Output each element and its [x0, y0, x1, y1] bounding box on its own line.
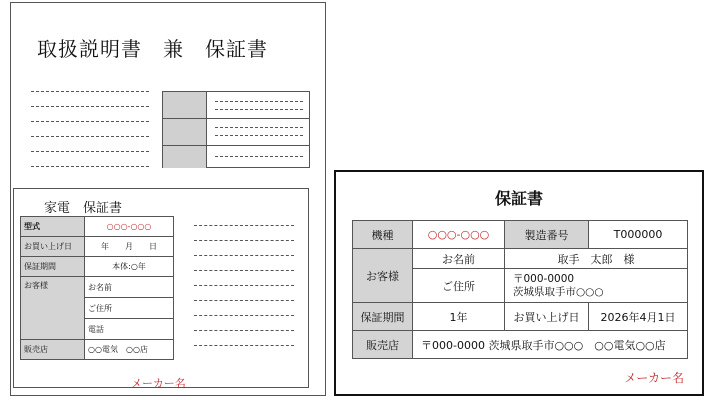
address-line: 茨城県取手市○○○ [513, 285, 604, 298]
warranty-period-value: 1年 [413, 303, 505, 331]
model-label: 機種 [353, 221, 413, 249]
address-label: ご住所 [85, 298, 174, 319]
name-value: 取手 太郎 様 [505, 249, 688, 269]
text-placeholder-lines [31, 91, 149, 181]
text-placeholder-lines [194, 225, 294, 360]
shop-value: ○○電気 ○○店 [85, 340, 174, 360]
shop-value: 〒000-0000 茨城県取手市○○○ ○○電気○○店 [413, 331, 688, 359]
customer-label: お客様 [21, 277, 85, 340]
address-label: ご住所 [413, 269, 505, 303]
address-zip: 〒000-0000 [513, 272, 575, 285]
serial-value: T000000 [589, 221, 688, 249]
model-value: ○○○-○○○ [85, 217, 174, 237]
purchase-date-label: お買い上げ日 [505, 303, 589, 331]
shop-label: 販売店 [353, 331, 413, 359]
purchase-date-label: お買い上げ日 [21, 237, 85, 257]
name-label: お名前 [85, 277, 174, 298]
card-title: 家電 保証書 [44, 201, 123, 216]
manual-warranty-document [10, 2, 326, 396]
warranty-title: 保証書 [494, 189, 543, 208]
name-label: お名前 [413, 249, 505, 269]
model-label: 型式 [21, 217, 85, 237]
maker-name: メーカー名 [624, 371, 684, 385]
spec-table-placeholder [162, 91, 310, 168]
warranty-period-label: 保証期間 [353, 303, 413, 331]
address-value [505, 269, 688, 303]
purchase-date-value: 年 月 日 [85, 237, 174, 257]
serial-label: 製造番号 [505, 221, 589, 249]
warranty-table [352, 220, 688, 359]
warranty-table-small [20, 216, 174, 360]
phone-label: 電話 [85, 319, 174, 340]
document-title: 取扱説明書 兼 保証書 [37, 37, 268, 61]
purchase-date-value: 2026年4月1日 [589, 303, 688, 331]
maker-name: メーカー名 [131, 377, 186, 390]
warranty-period-value: 本体:○年 [85, 257, 174, 277]
customer-label: お客様 [353, 249, 413, 303]
warranty-card [334, 170, 704, 396]
appliance-warranty-card [13, 188, 309, 388]
shop-label: 販売店 [21, 340, 85, 360]
model-value: ○○○-○○○ [413, 221, 505, 249]
warranty-period-label: 保証期間 [21, 257, 85, 277]
